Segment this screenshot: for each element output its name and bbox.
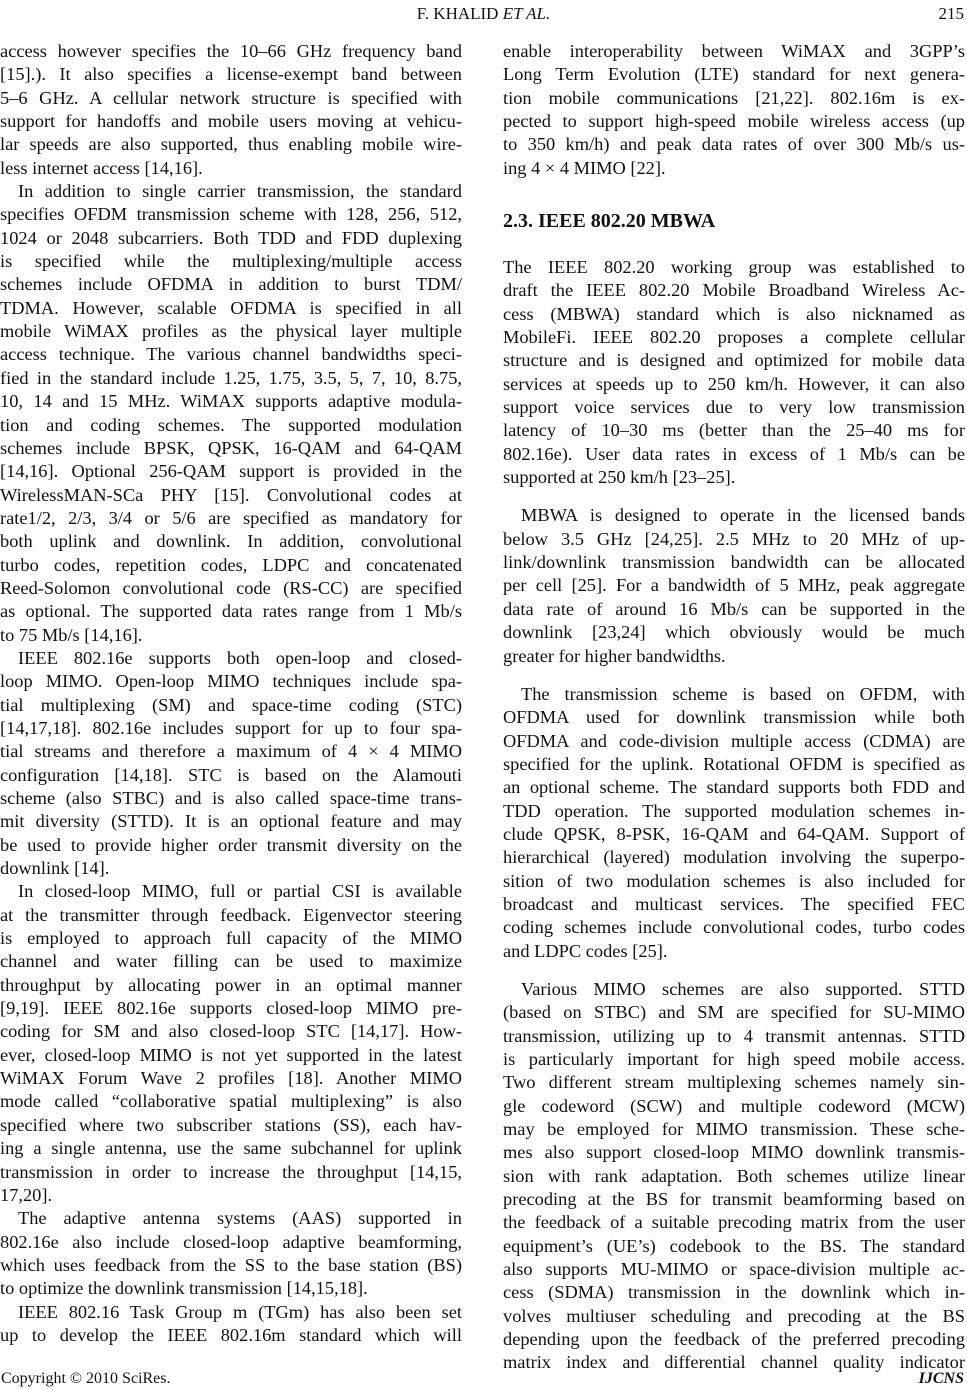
text-line: draft the IEEE 802.20 Mobile Broadband Wireless Ac- [503, 280, 965, 301]
text-line: greater for higher bandwidths. [503, 645, 726, 666]
paragraph [0, 880, 462, 1207]
text-line: IEEE 802.16e supports both open-loop and closed- [18, 647, 462, 668]
text-line: schemes include OFDMA in addition to burst TDM/ [0, 274, 462, 295]
text-line: latency of 10–30 ms (better than the 25–40 ms for [503, 420, 965, 441]
paragraph [0, 647, 462, 880]
text-line: structure and is designed and optimized for mobile data [503, 350, 965, 371]
text-line: lar speeds are also supported, thus enabling mobile wire- [0, 134, 462, 155]
text-line: less internet access [14,16]. [0, 157, 203, 178]
text-line: specifies OFDM transmission scheme with 128, 256, 512, [0, 204, 462, 225]
text-line: configuration [14,18]. STC is based on the Alamouti [0, 764, 462, 785]
text-line: 802.16e). User data rates in excess of 1 Mb/s can be [503, 443, 965, 464]
text-line: The adaptive antenna systems (AAS) supported in [18, 1208, 462, 1229]
text-line: may be employed for MIMO transmission. These sche- [503, 1119, 965, 1140]
text-line: access however specifies the 10–66 GHz frequency band [0, 41, 462, 61]
text-line: ever, closed-loop MIMO is not yet supported in the latest [0, 1044, 462, 1065]
text-line: TDMA. However, scalable OFDMA is specified in all [0, 297, 462, 318]
text-line: tion mobile communications [21,22]. 802.16m is ex- [503, 87, 965, 108]
text-line: ing 4 × 4 MIMO [22]. [503, 157, 666, 178]
text-line: The transmission scheme is based on OFDM, with [521, 683, 965, 704]
text-line: at the transmitter through feedback. Eigenvector steering [0, 904, 462, 925]
text-line: per cell [25]. For a bandwidth of 5 MHz, peak aggregate [503, 575, 965, 596]
text-line: turbo codes, repetition codes, LDPC and concatenated [0, 554, 462, 575]
text-line: enable interoperability between WiMAX and 3GPP’s [503, 41, 965, 61]
text-line: ing a single antenna, use the same subchannel for uplink [0, 1138, 462, 1159]
text-line: equipment’s (UE’s) codebook to the BS. The standard [503, 1235, 965, 1256]
paragraph [503, 504, 965, 667]
paragraph [503, 683, 965, 963]
text-line: is specified while the multiplexing/multiple access [0, 251, 462, 272]
text-line: 5–6 GHz. A cellular network structure is specified with [0, 87, 462, 108]
text-line: OFDMA used for downlink transmission while both [503, 707, 965, 728]
text-line: WiMAX Forum Wave 2 profiles [18]. Another MIMO [0, 1068, 462, 1089]
text-line: is employed to approach full capacity of the MIMO [0, 928, 462, 949]
text-line: Reed-Solomon convolutional code (RS-CC) are specified [0, 577, 462, 598]
text-line: mes also support closed-loop MIMO downlink transmis- [503, 1142, 965, 1163]
text-line: mobile WiMAX profiles as the physical layer multiple [0, 321, 462, 342]
header-etal: ET AL. [502, 4, 551, 23]
text-line: data rate of around 16 Mb/s can be supported in the [503, 598, 965, 619]
text-line: access technique. The various channel bandwidths speci- [0, 344, 462, 365]
paragraph [503, 40, 965, 180]
text-line: TDD operation. The supported modulation schemes in- [503, 800, 965, 821]
text-line: The IEEE 802.20 working group was established to [503, 257, 965, 277]
text-line: cess (MBWA) standard which is also nicknamed as [503, 303, 965, 324]
text-line: to optimize the downlink transmission [14,15,18]. [0, 1278, 368, 1299]
text-line: In addition to single carrier transmission, the standard [18, 181, 462, 202]
text-line: MobileFi. IEEE 802.20 proposes a complete cellular [503, 327, 965, 348]
text-line: transmission, utilizing up to 4 transmit antennas. STTD [503, 1025, 965, 1046]
text-line: scheme (also STBC) and is also called space-time trans- [0, 788, 462, 808]
text-line: 1024 or 2048 subcarriers. Both TDD and FDD duplexing [0, 227, 462, 248]
text-line: services at speeds up to 250 km/h. However, it can also [503, 373, 965, 394]
paragraph [0, 1207, 462, 1300]
text-line: rate1/2, 2/3, 3/4 or 5/6 are specified as mandatory for [0, 507, 462, 528]
text-line: specified for the uplink. Rotational OFDM is specified as [503, 753, 965, 774]
text-line: 802.16e also include closed-loop adaptive beamforming, [0, 1231, 462, 1252]
text-line: Long Term Evolution (LTE) standard for next genera- [503, 64, 965, 85]
text-line: as optional. The supported data rates range from 1 Mb/s [0, 601, 462, 622]
text-line: sition of two modulation schemes is also included for [503, 870, 965, 891]
left-column [0, 40, 462, 1347]
paragraph [0, 1301, 462, 1348]
text-line: broadcast and multicast services. The specified FEC [503, 893, 965, 914]
text-line: up to develop the IEEE 802.16m standard which will [0, 1324, 462, 1345]
text-line: support voice services due to very low transmission [503, 397, 965, 418]
text-line: supported at 250 km/h [23–25]. [503, 467, 736, 488]
footer-copyright: Copyright © 2010 SciRes. [1, 1370, 171, 1387]
text-line: specified where two subscriber stations (SS), each hav- [0, 1114, 462, 1135]
text-line: pected to support high-speed mobile wireless access (up [503, 111, 965, 132]
text-line: downlink [23,24] which obviously would be much [503, 622, 965, 643]
text-line: Two different stream multiplexing schemes namely sin- [503, 1072, 965, 1093]
text-line: to 75 Mb/s [14,16]. [0, 624, 143, 645]
text-line: fied in the standard include 1.25, 1.75, 3.5, 5, 7, 10, 8.75, [0, 367, 462, 388]
text-line: gle codeword (SCW) and multiple codeword (MCW) [503, 1095, 965, 1116]
text-line: (based on STBC) and SM are specified for SU-MIMO [503, 1002, 965, 1023]
text-line: loop MIMO. Open-loop MIMO techniques include spa- [0, 671, 462, 692]
paragraph [0, 40, 462, 180]
footer-journal: IJCNS [918, 1370, 964, 1387]
text-line: coding for SM and also closed-loop STC [14,17]. How- [0, 1021, 462, 1042]
text-line: throughput by allocating power in an optimal manner [0, 974, 462, 995]
text-line: [15].). It also specifies a license-exempt band between [0, 64, 462, 85]
text-line: transmission in order to increase the throughput [14,15, [0, 1161, 462, 1182]
text-line: tion and coding schemes. The supported modulation [0, 414, 462, 435]
text-line: OFDMA and code-division multiple access (CDMA) are [503, 730, 965, 751]
text-line: both uplink and downlink. In addition, convolutional [0, 531, 462, 552]
text-line: cess (SDMA) transmission in the downlink which in- [503, 1282, 965, 1303]
text-line: WirelessMAN-SCa PHY [15]. Convolutional codes at [0, 484, 462, 505]
running-header [0, 2, 967, 26]
right-column-top [503, 40, 965, 180]
text-line: also supports MU-MIMO or space-division multiple ac- [503, 1259, 965, 1280]
text-line: volves multiuser scheduling and precoding at the BS [503, 1305, 965, 1326]
text-line: clude QPSK, 8-PSK, 16-QAM and 64-QAM. Support of [503, 823, 965, 844]
text-line: [14,17,18]. 802.16e includes support for up to four spa- [0, 717, 462, 738]
text-line: MBWA is designed to operate in the licensed bands [521, 505, 965, 526]
text-line: [9,19]. IEEE 802.16e supports closed-loop MIMO pre- [0, 998, 462, 1019]
text-line: which uses feedback from the SS to the base station (BS) [0, 1254, 462, 1275]
text-line: mit diversity (STTD). It is an optional feature and may [0, 811, 462, 832]
right-column-body [503, 256, 965, 1375]
section-heading: 2.3. IEEE 802.20 MBWA [503, 210, 716, 232]
text-line: IEEE 802.16 Task Group m (TGm) has also been set [18, 1301, 462, 1322]
paragraph [503, 978, 965, 1375]
text-line: be used to provide higher order transmit diversity on the [0, 834, 462, 855]
text-line: 10, 14 and 15 MHz. WiMAX supports adaptive modula- [0, 391, 462, 412]
text-line: coding schemes include convolutional codes, turbo codes [503, 917, 965, 938]
text-line: hierarchical (layered) modulation involving the superpo- [503, 847, 965, 868]
text-line: is particularly important for high speed mobile access. [503, 1049, 965, 1069]
text-line: and LDPC codes [25]. [503, 940, 668, 961]
text-line: below 3.5 GHz [24,25]. 2.5 MHz to 20 MHz of up- [503, 528, 965, 549]
text-line: tial streams and therefore a maximum of 4 × 4 MIMO [0, 741, 462, 762]
text-line: tial multiplexing (SM) and space-time coding (STC) [0, 694, 462, 715]
text-line: depending upon the feedback of the preferred precoding [503, 1329, 965, 1350]
text-line: In closed-loop MIMO, full or partial CSI is available [18, 881, 462, 902]
text-line: precoding at the BS for transmit beamforming based on [503, 1189, 965, 1210]
text-line: an optional scheme. The standard supports both FDD and [503, 777, 965, 798]
text-line: link/downlink transmission bandwidth can be allocated [503, 552, 965, 573]
text-line: 17,20]. [0, 1184, 53, 1205]
text-line: sion with rank adaptation. Both schemes utilize linear [503, 1165, 965, 1186]
text-line: the feedback of a suitable precoding matrix from the user [503, 1212, 965, 1233]
text-line: to 350 km/h) and peak data rates of over 300 Mb/s us- [503, 134, 965, 155]
text-line: Various MIMO schemes are also supported. STTD [521, 978, 965, 999]
paragraph [0, 180, 462, 647]
text-line: support for handoffs and mobile users moving at vehicu- [0, 111, 462, 132]
page-number: 215 [938, 4, 964, 23]
text-line: matrix index and differential channel quality indicator [503, 1352, 965, 1373]
text-line: [14,16]. Optional 256-QAM support is provided in the [0, 461, 462, 482]
text-line: mode called “collaborative spatial multiplexing” is also [0, 1091, 462, 1112]
header-author: F. KHALID [416, 4, 499, 23]
paragraph [503, 256, 965, 489]
text-line: schemes include BPSK, QPSK, 16-QAM and 64-QAM [0, 437, 462, 458]
text-line: downlink [14]. [0, 858, 110, 879]
text-line: channel and water filling can be used to maximize [0, 951, 462, 972]
